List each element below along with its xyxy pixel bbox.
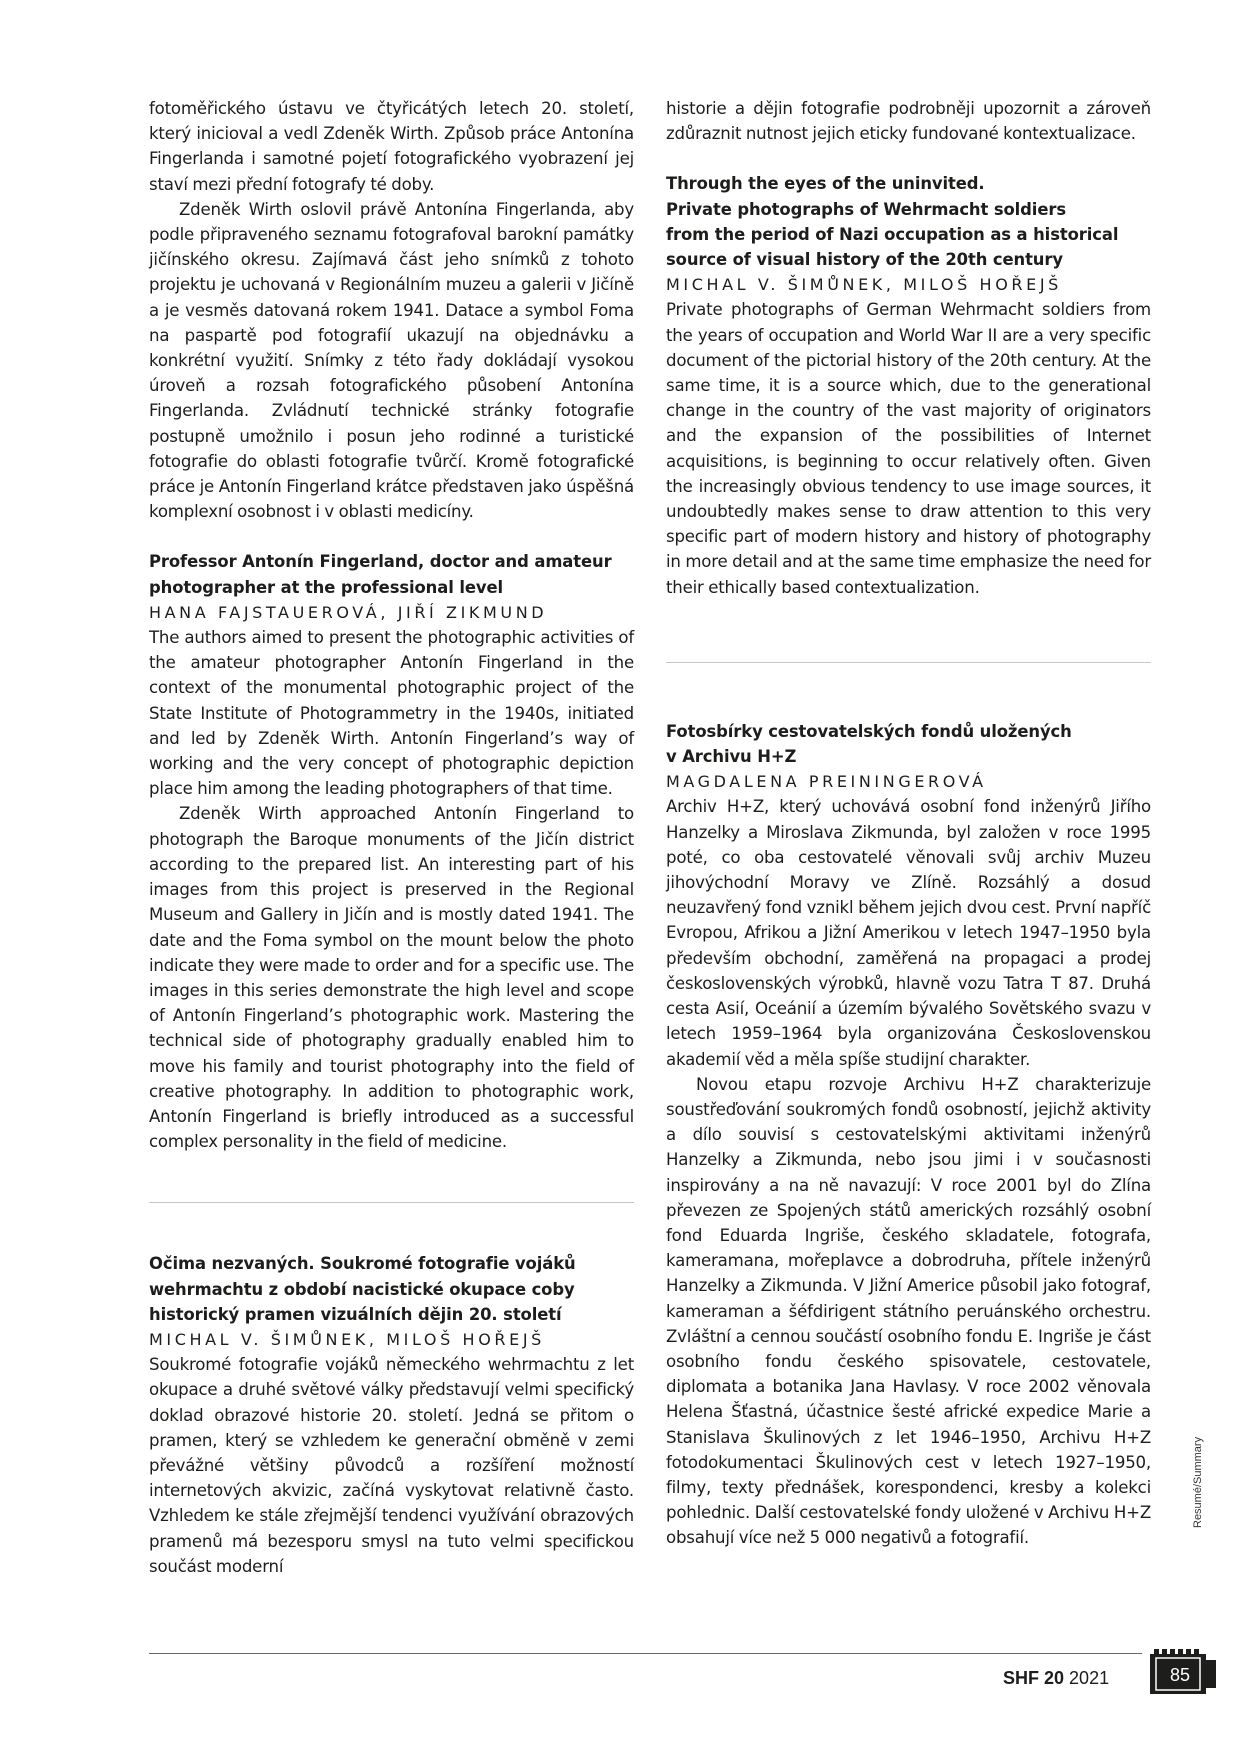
article-title-line: historický pramen vizuálních dějin 20. století [149, 1304, 562, 1324]
article-fotosbirky-cs [666, 719, 1151, 1551]
article-authors: MICHAL V. ŠIMŮNEK, MILOŠ HOŘEJŠ [666, 275, 1062, 295]
spacer [149, 1203, 634, 1251]
article-title-line: from the period of Nazi occupation as a historical [666, 224, 1119, 244]
footer-rule [149, 1653, 1144, 1654]
article-title-line: v Archivu H+Z [666, 747, 797, 767]
journal-year: 2021 [1069, 1668, 1110, 1688]
intro-paragraph: fotoměřického ústavu ve čtyřicátých letech 20. století, který inicioval a vedl Zdeněk Wirth. Způsob práce Antonína Fingerlanda i samotné pojetí fotografického vyobrazení jej staví mezi přední fotografy té doby. [149, 99, 634, 194]
article-title-line: Fotosbírky cestovatelských fondů uložených [666, 721, 1072, 741]
right-column [666, 96, 1151, 1551]
article-authors: MICHAL V. ŠIMŮNEK, MILOŠ HOŘEJŠ [149, 1329, 545, 1349]
continuation-paragraph: historie a dějin fotografie podrobněji upozornit a zároveň zdůraznit nutnost jejich eticky fundované kontextualizace. [666, 99, 1151, 144]
article-title-line: Očima nezvaných. Soukromé fotografie vojáků [149, 1254, 576, 1274]
spacer [666, 146, 1151, 171]
article-title-line: Through the eyes of the uninvited. [666, 174, 985, 194]
article-title-line: Professor Antonín Fingerland, doctor and amateur [149, 552, 612, 572]
abstract-paragraph: Private photographs of German Wehrmacht soldiers from the years of occupation and World War II are a very specific document of the pictorial history of the 20th century. At the same time, it is a source which, due to the generational change in the country of the vast majority of originators and the expansion of the possibilities of Internet acquisitions, is beginning to occur relatively often. Given the increasingly obvious tendency to use image sources, it undoubtedly makes sense to draw attention to this very specific part of modern history and history of photography in more detail and at the same time emphasize the need for their ethically based contextualization. [666, 300, 1151, 597]
abstract-paragraph: The authors aimed to present the photographic activities of the amateur photographer Antonín Fingerland in the context of the monumental photographic project of the State Institute of Photogrammetry in the 1940s, initiated and led by Zdeněk Wirth. Antonín Fingerland’s way of working and the very concept of photographic depiction place him among the leading photographers of that time. [149, 628, 634, 799]
article-fingerland-en [149, 549, 634, 1154]
article-authors: MAGDALENA PREININGEROVÁ [666, 772, 987, 792]
journal-name: SHF 20 [1003, 1668, 1065, 1688]
spacer [666, 663, 1151, 719]
journal-info [1003, 1666, 1109, 1690]
intro-paragraph: Zdeněk Wirth oslovil právě Antonína Fingerlanda, aby podle připraveného seznamu fotografoval barokní památky jičínského okresu. Zajímavá část jeho snímků z tohoto projektu je uchovaná v Regionálním muzeu a galerii v Jičíně a je vesměs datovaná rokem 1941. Datace a symbol Foma na paspartě pod fotografií ukazují na objednávku a konkrétní využití. Snímky z této řady dokládají vysokou úroveň a rozsah fotografického působení Antonína Fingerlanda. Zvládnutí technické stránky fotografie postupně umožnilo i posun jeho rodinné a turistické fotografie do oblasti fotografie tvůrčí. Kromě fotografické práce je Antonín Fingerland krátce představen jako úspěšná komplexní osobnost i v oblasti medicíny. [149, 199, 634, 522]
article-title-line: wehrmachtu z období nacistické okupace coby [149, 1279, 575, 1299]
abstract-paragraph: Soukromé fotografie vojáků německého wehrmachtu z let okupace a druhé světové války představují velmi specifický doklad obrazové historie 20. století. Jedná se přitom o pramen, který se vzhledem ke generační obměně v zemi převážné většiny původců a rozšíření možností internetových akvizic, začíná vyskytovat relativně často. Vzhledem ke stále zřejmější tendenci využívání obrazových pramenů má bezesporu smysl na tuto velmi specifickou součást moderní [149, 1355, 634, 1576]
page-number: 85 [1169, 1665, 1191, 1685]
abstract-paragraph: Archiv H+Z, který uchovává osobní fond inženýrů Jiřího Hanzelky a Miroslava Zikmunda, byl založen v roce 1995 poté, co oba cestovatelé věnovali svůj archiv Muzeu jihovýchodní Moravy ve Zlíně. Rozsáhlý a dosud neuzavřený fond vznikl během jejich dvou cest. První napříč Evropou, Afrikou a Jižní Amerikou v letech 1947–1950 byla především obchodní, zaměřená na propagaci a prodej československých výrobků, hlavně vozu Tatra T 87. Druhá cesta Asií, Oceánií a územím bývalého Sovětského svazu v letech 1959–1964 byla organizována Československou akademií věd a měla spíše studijní charakter. [666, 797, 1151, 1069]
article-title-line: source of visual history of the 20th century [666, 250, 1063, 270]
article-ocima-cs [149, 1251, 634, 1579]
abstract-paragraph: Zdeněk Wirth approached Antonín Fingerland to photograph the Baroque monuments of the Jičín district according to the prepared list. An interesting part of his images from this project is preserved in the Regional Museum and Gallery in Jičín and is mostly dated 1941. The date and the Foma symbol on the mount below the photo indicate they were made to order and for a specific use. The images in this series demonstrate the high level and scope of Antonín Fingerland’s photographic work. Mastering the technical side of photography gradually enabled him to move his family and tourist photography into the field of creative photography. In addition to photographic work, Antonín Fingerland is briefly introduced as a successful complex personality in the field of medicine. [149, 804, 634, 1152]
spacer [149, 524, 634, 549]
article-title-line: Private photographs of Wehrmacht soldiers [666, 199, 1066, 219]
article-authors: HANA FAJSTAUEROVÁ, JIŘÍ ZIKMUND [149, 602, 548, 622]
left-column [149, 96, 634, 1579]
article-title-line: photographer at the professional level [149, 577, 503, 597]
article-uninvited-en [666, 171, 1151, 599]
spacer [149, 1154, 634, 1202]
spacer [666, 600, 1151, 662]
section-label: Resumé/Summary [1192, 1436, 1204, 1528]
abstract-paragraph: Novou etapu rozvoje Archivu H+Z charakterizuje soustřeďování soukromých fondů osobností, jejichž aktivity a dílo souvisí s cestovatelskými aktivitami inženýrů Hanzelky a Zikmunda, nebo jsou jimi i v současnosti inspirovány a na ně navazují: V roce 2001 byl do Zlína převezen ze Spojených států amerických rozsáhlý osobní fond Eduarda Ingriše, českého skladatele, fotografa, kameramana, mořeplavce a dobrodruha, přítele inženýrů Hanzelky a Zikmunda. V Jižní Americe působil jako fotograf, kameraman a šéfdirigent státního peruánského orchestru. Zvláštní a cennou součástí osobního fondu E. Ingriše je část osobního fondu českého spisovatele, cestovatele, diplomata a botanika Jana Havlasy. V roce 2002 věnovala Helena Šťastná, účastnice šesté africké expedice Marie a Stanislava Škulinových z let 1946–1950, Archivu H+Z fotodokumentaci Škulinových cest v letech 1927–1950, filmy, texty přednášek, korespondenci, kresby a kolekci pohlednic. Další cestovatelské fondy uložené v Archivu H+Z obsahují více než 5 000 negativů a fotografií. [666, 1074, 1151, 1548]
